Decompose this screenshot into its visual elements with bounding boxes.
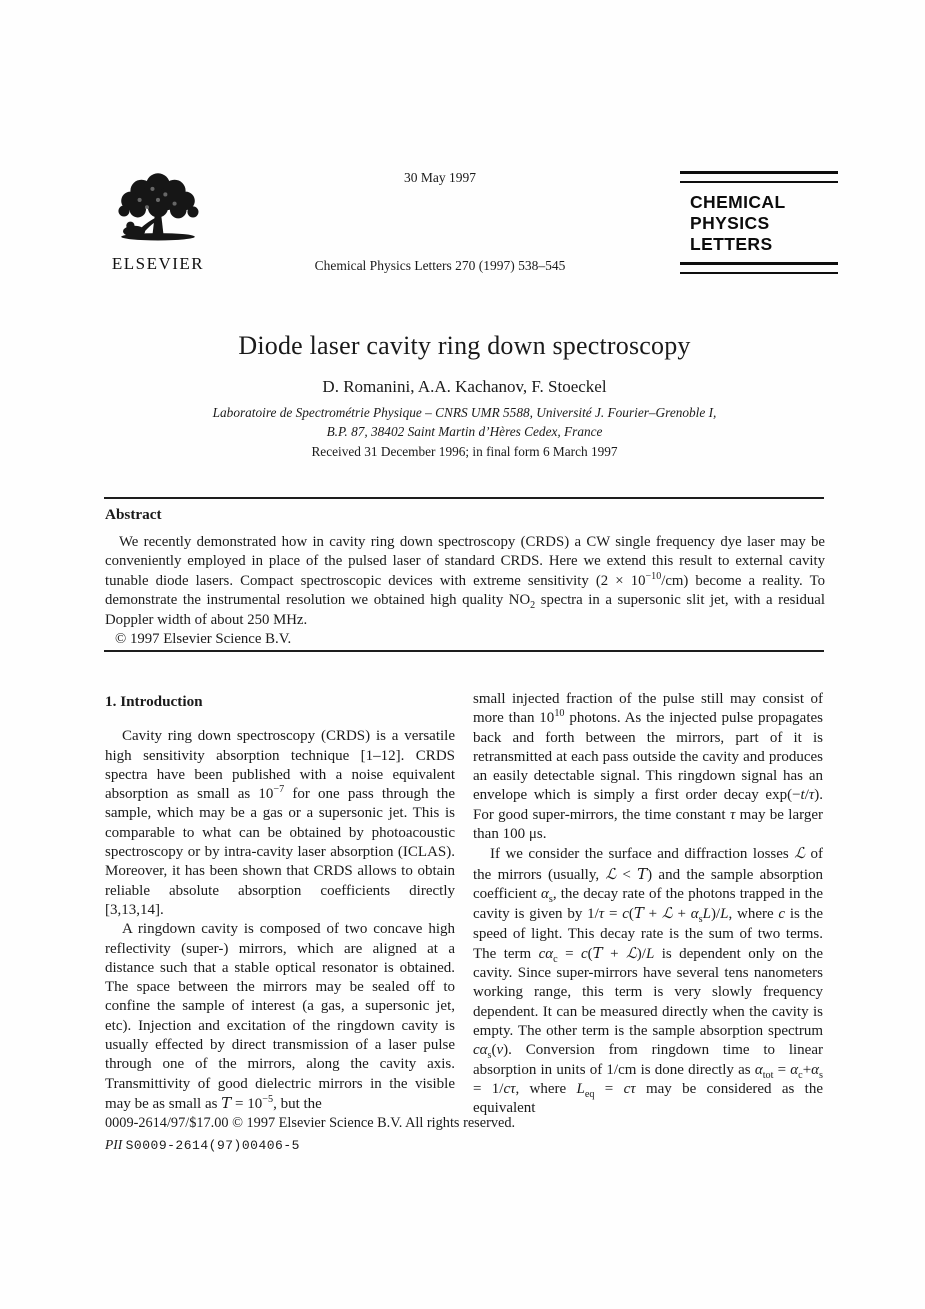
journal-block-top-rule (680, 171, 838, 183)
publisher-logo-block (106, 170, 210, 274)
elsevier-tree-logo-icon (106, 170, 210, 252)
received-dates: Received 31 December 1996; in final form 6 March 1997 (311, 444, 618, 459)
journal-block-bottom-rule (680, 262, 838, 274)
footer-copyright-line: 0009-2614/97/$17.00 © 1997 Elsevier Science B.V. All rights reserved. (105, 1115, 516, 1131)
affiliation (105, 403, 824, 441)
pii-label: PII (105, 1137, 123, 1152)
page-footer (105, 1113, 824, 1156)
rule-below-abstract (104, 650, 824, 652)
issue-date: 30 May 1997 (404, 170, 476, 185)
journal-name (680, 183, 838, 262)
author-list: D. Romanini, A.A. Kachanov, F. Stoeckel (322, 377, 607, 396)
paragraph: Cavity ring down spectroscopy (CRDS) is a versatile high sensitivity absorption technique [1–12]. CRDS spectra have been published with a noise equivalent absorption as small as $10^{-7}$ for one pass through the sample, which may be a gas or a supersonic jet. This is comparable to what can be obtained by photoacoustic spectroscopy or by intra-cavity laser absorption (ICLAS). Moreover, it has been shown that CRDS allows to obtain reliable absolute absorption coefficients directly [3,13,14]. (105, 728, 455, 918)
left-column (105, 690, 455, 1119)
paragraph: A ringdown cavity is composed of two concave high reflectivity (super-) mirrors, which are aligned at a distance such that a stable optical resonator is obtained. The space between the mirrors may be sealed off to confine the sample of interest (a gas, a supersonic jet, etc). Injection and excitation of the ringdown cavity is usually effected by direct transmission of a laser pulse through one of the mirrors, along the cavity axis. Transmittivity of good dielectric mirrors in the visible may be as small as $T = 10^{-5}$, but the (105, 921, 455, 1112)
pii-line (105, 1134, 824, 1156)
masthead-center (210, 170, 670, 186)
abstract-copyright: © 1997 Elsevier Science B.V. (115, 631, 292, 648)
journal-name-block (680, 171, 838, 274)
journal-name-line-1: CHEMICAL (690, 192, 786, 212)
journal-name-line-2: PHYSICS (690, 213, 770, 233)
paragraph: small injected fraction of the pulse still may consist of more than $10^{10}$ photons. As the injected pulse propagates back and forth between the mirrors, part of it is retransmitted at each pass outside the cavity and produces an easily detectable signal. This ringdown signal has an envelope which is simply a first order decay exp(−t/τ). For good super-mirrors, the time constant τ may be larger than 100 μs. (473, 691, 824, 843)
article-title: Diode laser cavity ring down spectroscopy (238, 331, 691, 360)
publisher-name: ELSEVIER (111, 254, 205, 273)
journal-name-line-3: LETTERS (690, 234, 773, 254)
paragraph: If we consider the surface and diffraction losses ℒ of the mirrors (usually, ℒ < T) and the sample absorption coefficient $\alpha_s$, the decay rate of the photons trapped in the cavity is given by 1/τ = c(T + ℒ + $\alpha_sL)/L$, where c is the speed of light. This decay rate is the sum of two terms. The term $c\alpha_c = c(T$ + ℒ)/L is dependent only on the cavity. Since super-mirrors have several tens nanometers working range, this term is very slowly frequency dependent. It can be measured directly when the cavity is empty. The other term is the sample absorption spectrum $c\alpha_s(\nu)$. Conversion from ringdown time to linear absorption in units of 1/cm is done directly as $\alpha_{tot} = \alpha_c+\alpha_s = 1/c\tau$, where $L_{eq} = c\tau$ may be considered as the equivalent (473, 844, 824, 1117)
rule-above-abstract (104, 497, 824, 499)
affiliation-line-1: Laboratoire de Spectrométrie Physique – CNRS UMR 5588, Université J. Fourier–Grenoble I, (212, 405, 717, 420)
body-columns (105, 690, 824, 1119)
journal-citation: Chemical Physics Letters 270 (1997) 538–545 (314, 258, 566, 273)
abstract-text: We recently demonstrated how in cavity ring down spectroscopy (CRDS) a CW single frequency dye laser may be conveniently employed in place of the pulsed laser of standard CRDS. Here we extend this result to external cavity tunable diode lasers. Compact spectroscopic devices with extreme sensitivity $(2 \times 10^{-10}/cm)$ become a reality. To demonstrate the instrumental resolution we obtained high quality $NO_2$ spectra in a supersonic slit jet, with a residual Doppler width of about 250 MHz. (105, 534, 825, 628)
section-heading-introduction: 1. Introduction (105, 693, 203, 710)
abstract-heading: Abstract (105, 506, 162, 523)
right-column (473, 690, 823, 1119)
pii-code: S0009-2614(97)00406-5 (125, 1138, 300, 1153)
affiliation-line-2: B.P. 87, 38402 Saint Martin d’Hères Cedex, France (326, 424, 603, 439)
abstract-body (105, 533, 825, 649)
